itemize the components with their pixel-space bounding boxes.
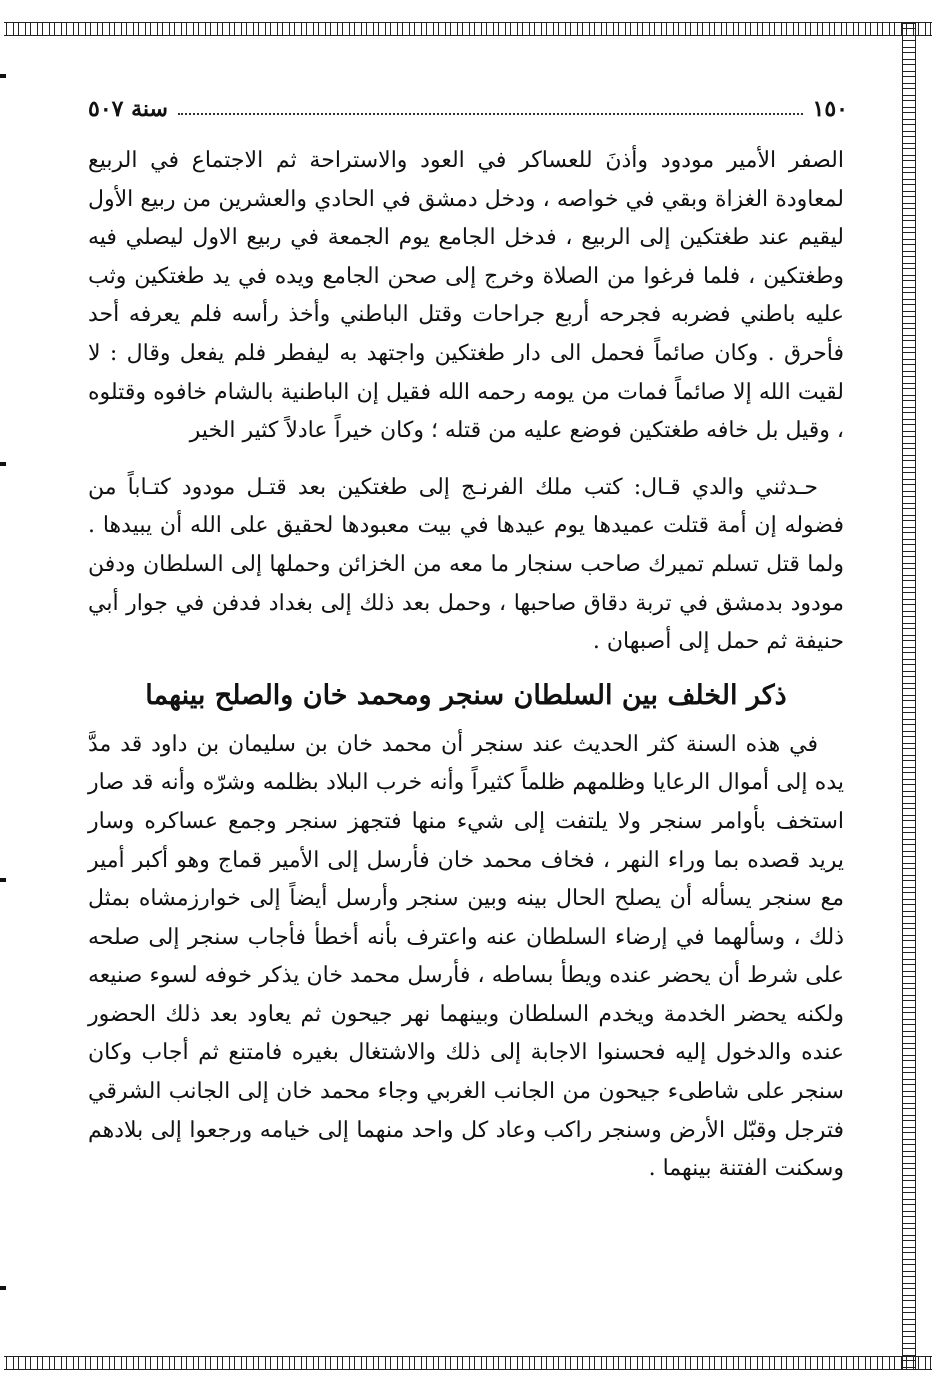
left-edge-mark	[0, 1286, 6, 1290]
section-heading: ذكر الخلف بين السلطان سنجر ومحمد خان والصلح بينهما	[145, 679, 787, 711]
left-edge-mark	[0, 878, 6, 882]
top-ornamental-border	[4, 22, 932, 36]
left-edge-mark	[0, 462, 6, 466]
page-body	[88, 142, 844, 1189]
year-label: سنة ٥٠٧	[88, 96, 168, 122]
bottom-ornamental-border	[4, 1356, 932, 1370]
header-dotted-leader	[178, 113, 803, 115]
paragraph: الصفر الأمير مودود وأذنَ للعساكر في العود والاستراحة ثم الاجتماع في الربيع لمعاودة الغزاة وبقي في خواصه ، ودخل دمشق في الحادي والعشرين من ربيع الأول ليقيم عند طغتكين إلى الربيع ، فدخل الجامع يوم الجمعة في ربيع الاول ليصلي فيه وطغتكين ، فلما فرغوا من الصلاة وخرج إلى صحن الجامع ويده في يد طغتكين وثب عليه باطني فضربه فجرحه أربع جراحات وقتل الباطني وأخذ رأسه فلم يعرفه أحد فأحرق . وكان صائماً فحمل الى دار طغتكين واجتهد به ليفطر فلم يفعل وقال : لا لقيت الله إلا صائماً فمات من يومه رحمه الله فقيل إن الباطنية بالشام خافوه وقتلوه ، وقيل بل خافه طغتكين فوضع عليه من قتله ؛ وكان خيراً عادلاً كثير الخير	[88, 148, 844, 444]
left-edge-mark	[0, 74, 6, 78]
page-number: ١٥٠	[812, 96, 848, 122]
paragraph: في هذه السنة كثر الحديث عند سنجر أن محمد خان بن سليمان بن داود قد مدَّ يده إلى أموال الرعايا وظلمهم ظلماً كثيراً وأنه خرب البلاد بظلمه وشرّه وأنه قد صار استخف بأوامر سنجر ولا يلتفت إلى شيء منها فتجهز سنجر وجمع عساكره وسار يريد قصده بما وراء النهر ، فخاف محمد خان فأرسل إلى الأمير قماج وهو أكبر أمير مع سنجر يسأله أن يصلح الحال بينه وبين سنجر وأرسل أيضاً إلى خوارزمشاه بمثل ذلك ، وسألهما في إرضاء السلطان عنه واعترف بأنه أخطأ فأجاب سنجر إلى صلحه على شرط أن يحضر عنده ويطأ بساطه ، فأرسل محمد خان يذكر خوفه لسوء صنيعه ولكنه يحضر الخدمة ويخدم السلطان وبينهما نهر جيحون ثم يعاود بعد ذلك الحضور عنده والدخول إليه فحسنوا الاجابة إلى ذلك والاشتغال بغيره فامتنع ثم أجاب وكان سنجر على شاطىء جيحون من الجانب الغربي وجاء محمد خان إلى الجانب الشرقي فترجل وقبّل الأرض وسنجر راكب وعاد كل واحد منهما إلى خيامه ورجعوا إلى بلادهم وسكنت الفتنة بينهما .	[88, 731, 844, 1182]
page-header	[88, 92, 848, 126]
paragraph: حـدثني والدي قـال: كتب ملك الفرنـج إلى طغتكين بعد قتـل مودود كتـاباً من فضوله إن أمة قتلت عميدها يوم عيدها في بيت معبودها لحقيق على الله أن يبيدها . ولما قتل تسلم تميرك صاحب سنجار ما معه من الخزائن وحملها إلى السلطان ودفن مودود بدمشق في تربة دقاق صاحبها ، وحمل بعد ذلك إلى بغداد فدفن في جوار أبي حنيفة ثم حمل إلى أصبهان .	[88, 474, 844, 655]
right-ornamental-border	[902, 22, 916, 1370]
